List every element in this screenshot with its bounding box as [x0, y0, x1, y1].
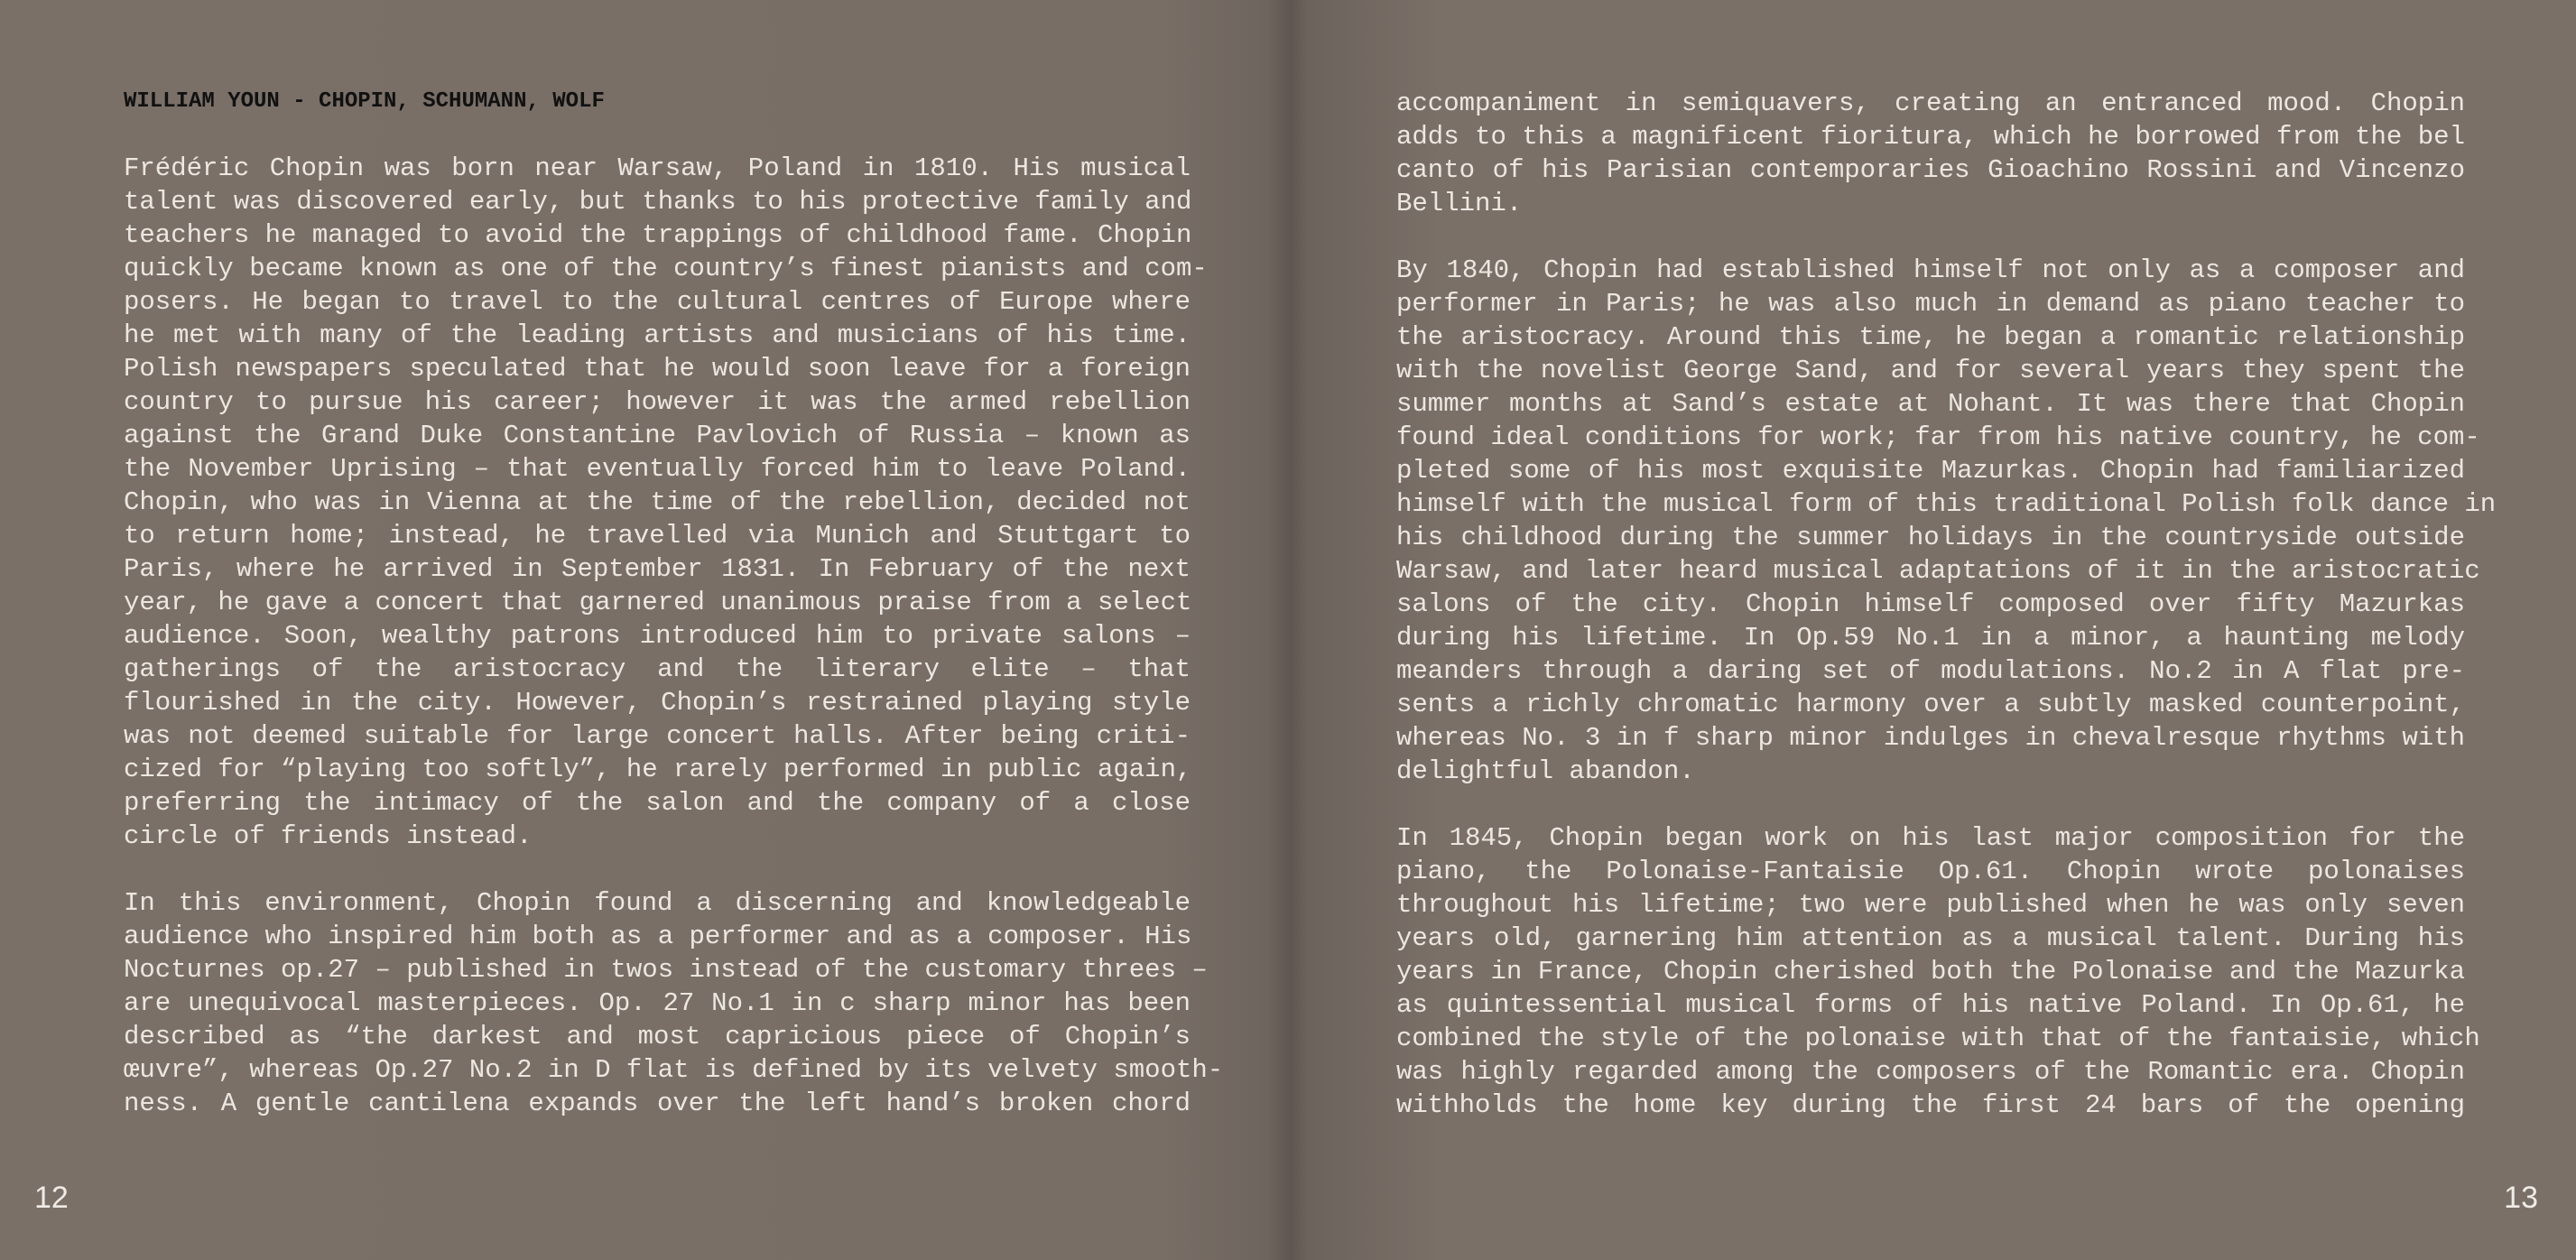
spacer: [124, 853, 1191, 886]
right-page: [1293, 0, 2576, 1260]
text-line: described as “the darkest and most capricious piece of Chopin’s: [124, 1022, 1191, 1052]
paragraph: [1396, 254, 2497, 788]
paragraph: [1396, 87, 2465, 220]
text-line: himself with the musical form of this traditional Polish folk dance in: [1396, 489, 2497, 519]
text-line: the November Uprising – that eventually forced him to leave Poland.: [124, 454, 1191, 484]
text-line: audience. Soon, wealthy patrons introduced him to private salons –: [124, 621, 1191, 651]
text-line: audience who inspired him both as a performer and as a composer. His: [124, 922, 1192, 951]
text-line: found ideal conditions for work; far from his native country, he com-: [1396, 422, 2480, 452]
text-line: withholds the home key during the first 24 bars of the opening: [1396, 1090, 2465, 1120]
text-line: Warsaw, and later heard musical adaptations of it in the aristocratic: [1396, 556, 2480, 586]
text-line: Nocturnes op.27 – published in twos instead of the customary threes –: [124, 955, 1208, 985]
text-line: salons of the city. Chopin himself composed over fifty Mazurkas: [1396, 589, 2465, 619]
text-line: years in France, Chopin cherished both the Polonaise and the Mazurka: [1396, 957, 2465, 987]
text-line: during his lifetime. In Op.59 No.1 in a minor, a haunting melody: [1396, 623, 2465, 653]
text-line: summer months at Sand’s estate at Nohant. It was there that Chopin: [1396, 389, 2465, 419]
text-line: was highly regarded among the composers of the Romantic era. Chopin: [1396, 1057, 2465, 1087]
text-line: Paris, where he arrived in September 1831. In February of the next: [124, 554, 1191, 584]
text-line: to return home; instead, he travelled via Munich and Stuttgart to: [124, 521, 1191, 551]
text-line: meanders through a daring set of modulations. No.2 in A flat pre-: [1396, 656, 2465, 686]
text-line: the aristocracy. Around this time, he began a romantic relationship: [1396, 322, 2465, 352]
text-line: country to pursue his career; however it was the armed rebellion: [124, 387, 1191, 417]
text-line: sents a richly chromatic harmony over a subtly masked counterpoint,: [1396, 690, 2465, 719]
text-line: pleted some of his most exquisite Mazurkas. Chopin had familiarized: [1396, 456, 2465, 486]
text-line: canto of his Parisian contemporaries Gioachino Rossini and Vincenzo: [1396, 155, 2465, 185]
text-line: against the Grand Duke Constantine Pavlovich of Russia – known as: [124, 421, 1191, 450]
text-line: adds to this a magnificent fioritura, which he borrowed from the bel: [1396, 122, 2465, 152]
text-line: ness. A gentle cantilena expands over the left hand’s broken chord: [124, 1089, 1191, 1118]
text-line: was not deemed suitable for large concert halls. After being criti-: [124, 721, 1191, 751]
text-line: cized for “playing too softly”, he rarely performed in public again,: [124, 755, 1192, 784]
text-line: In 1845, Chopin began work on his last major composition for the: [1396, 823, 2465, 853]
text-line: œuvre”, whereas Op.27 No.2 in D flat is defined by its velvety smooth-: [124, 1055, 1224, 1085]
text-line: By 1840, Chopin had established himself not only as a composer and: [1396, 255, 2465, 285]
text-line: Bellini.: [1396, 189, 1523, 218]
text-line: his childhood during the summer holidays in the countryside outside: [1396, 523, 2465, 552]
text-line: posers. He began to travel to the cultural centres of Europe where: [124, 287, 1191, 317]
text-line: combined the style of the polonaise with that of the fantaisie, which: [1396, 1024, 2480, 1053]
text-line: Chopin, who was in Vienna at the time of the rebellion, decided not: [124, 487, 1191, 517]
article-heading: WILLIAM YOUN - CHOPIN, SCHUMANN, WOLF: [124, 89, 605, 114]
text-line: Polish newspapers speculated that he would soon leave for a foreign: [124, 354, 1191, 384]
text-line: are unequivocal masterpieces. Op. 27 No.1 in c sharp minor has been: [124, 988, 1191, 1018]
text-line: whereas No. 3 in f sharp minor indulges in chevalresque rhythms with: [1396, 723, 2465, 753]
text-line: circle of friends instead.: [124, 821, 533, 851]
text-line: Frédéric Chopin was born near Warsaw, Poland in 1810. His musical: [124, 153, 1191, 183]
text-line: accompaniment in semiquavers, creating an entranced mood. Chopin: [1396, 88, 2465, 118]
text-line: he met with many of the leading artists and musicians of his time.: [124, 320, 1191, 350]
text-line: year, he gave a concert that garnered unanimous praise from a select: [124, 588, 1192, 617]
text-line: quickly became known as one of the country’s finest pianists and com-: [124, 254, 1208, 283]
text-line: throughout his lifetime; two were published when he was only seven: [1396, 890, 2465, 920]
paragraph: [124, 152, 1208, 853]
text-line: gatherings of the aristocracy and the literary elite – that: [124, 654, 1191, 684]
page-number: 13: [2504, 1181, 2538, 1215]
page-number: 12: [34, 1181, 69, 1215]
spacer: [1396, 788, 2465, 821]
text-line: delightful abandon.: [1396, 756, 1695, 786]
text-line: In this environment, Chopin found a discerning and knowledgeable: [124, 888, 1191, 918]
paragraph: [1396, 821, 2480, 1122]
text-line: teachers he managed to avoid the trappings of childhood fame. Chopin: [124, 220, 1192, 250]
text-line: with the novelist George Sand, and for several years they spent the: [1396, 356, 2465, 385]
text-line: piano, the Polonaise-Fantaisie Op.61. Chopin wrote polonaises: [1396, 857, 2465, 886]
text-line: talent was discovered early, but thanks to his protective family and: [124, 187, 1192, 217]
text-line: performer in Paris; he was also much in demand as piano teacher to: [1396, 289, 2465, 319]
spacer: [124, 118, 1191, 152]
text-line: preferring the intimacy of the salon and the company of a close: [124, 788, 1191, 818]
text-line: years old, garnering him attention as a musical talent. During his: [1396, 923, 2465, 953]
text-line: as quintessential musical forms of his native Poland. In Op.61, he: [1396, 990, 2465, 1020]
paragraph: [124, 886, 1224, 1120]
spacer: [1396, 220, 2465, 254]
text-line: flourished in the city. However, Chopin’s restrained playing style: [124, 688, 1191, 718]
right-text-column: [1396, 87, 2497, 1122]
left-text-column: [124, 85, 1224, 1120]
